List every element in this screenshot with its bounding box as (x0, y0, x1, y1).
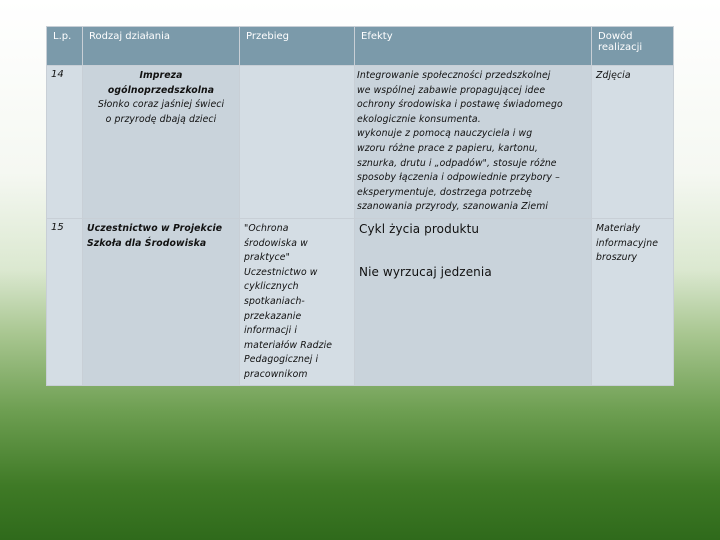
table-row (47, 66, 674, 219)
rodzaj-title-line: Impreza (139, 70, 183, 81)
rodzaj-desc-line: Słonko coraz jaśniej świeci (97, 99, 225, 111)
przebieg-line: przekazanie (244, 310, 302, 322)
przebieg-cell (240, 66, 355, 219)
efekty-line: szanowania przyrody, szanowania Ziemi (357, 201, 549, 213)
efekty-line: sznurka, drutu i „odpadów", stosuje różne (357, 157, 557, 169)
header-lp: L.p. (47, 27, 83, 66)
przebieg-line: "Ochrona (244, 222, 289, 234)
efekty-line: Cykl życia produktu (359, 221, 480, 236)
efekty-line: wykonuje z pomocą nauczyciela i wg (357, 128, 533, 140)
przebieg-cell (240, 218, 355, 386)
efekty-line: we wspólnej zabawie propagującej idee (357, 84, 546, 96)
efekty-line: Integrowanie społeczności przedszkolnej (357, 70, 551, 81)
efekty-line: Nie wyrzucaj jedzenia (359, 264, 492, 279)
efekty-cell (355, 218, 592, 386)
przebieg-line: praktyce" (244, 252, 290, 264)
przebieg-line: informacji i (244, 325, 298, 337)
table-header-row (47, 27, 674, 66)
przebieg-line: środowiska w (244, 237, 308, 249)
activities-table-container (46, 26, 673, 380)
dowod-cell: Zdjęcia (592, 66, 674, 219)
efekty-line: ochrony środowiska i postawę świadomego (357, 99, 563, 111)
przebieg-line: Pedagogicznej i (244, 354, 319, 366)
przebieg-line: materiałów Radzie (244, 339, 333, 351)
row-number: 15 (47, 218, 83, 386)
przebieg-line: cyklicznych (244, 281, 299, 293)
efekty-line: sposoby łączenia i odpowiednie przybory – (357, 172, 560, 184)
efekty-line: wzoru różne prace z papieru, kartonu, (357, 142, 538, 154)
dowod-cell (592, 218, 674, 386)
row-number: 14 (47, 66, 83, 219)
table-row (47, 218, 674, 386)
efekty-line: eksperymentuje, dostrzega potrzebę (357, 186, 533, 198)
efekty-cell (355, 66, 592, 219)
header-przebieg: Przebieg (240, 27, 355, 66)
rodzaj-title-line: ogólnoprzedszkolna (107, 84, 215, 96)
dowod-line: broszury (596, 252, 638, 264)
efekty-line: ekologicznie konsumenta. (357, 113, 481, 125)
przebieg-line: Uczestnictwo w (244, 266, 318, 278)
header-dowod: Dowód realizacji (592, 27, 674, 66)
rodzaj-desc-line: o przyrodę dbają dzieci (105, 113, 217, 125)
przebieg-line: pracownikom (244, 368, 308, 380)
dowod-line: informacyjne (596, 237, 659, 249)
rodzaj-cell: Uczestnictwo w Projekcie Szkoła dla Środowiska (83, 218, 240, 386)
rodzaj-cell (83, 66, 240, 219)
przebieg-line: spotkaniach- (244, 295, 305, 307)
dowod-line: Materiały (596, 222, 641, 234)
header-rodzaj: Rodzaj działania (83, 27, 240, 66)
header-efekty: Efekty (355, 27, 592, 66)
activities-table (46, 26, 674, 386)
